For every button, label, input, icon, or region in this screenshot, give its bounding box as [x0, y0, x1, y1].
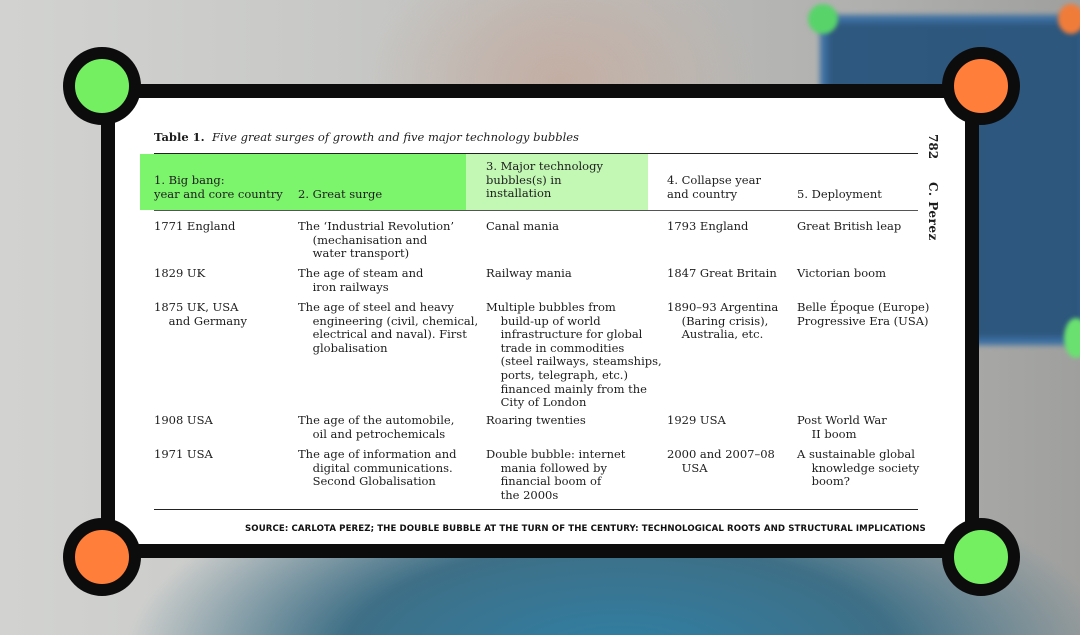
handle-top-left[interactable] [63, 47, 141, 125]
bottom-rule [154, 509, 918, 510]
column-header-4: 4. Collapse year and country [667, 173, 761, 201]
table-cell-r5-c4: 2000 and 2007–08 USA [667, 447, 775, 475]
table-caption-text: Five great surges of growth and five major technology bubbles [211, 130, 579, 144]
column-header-2: 2. Great surge [298, 187, 383, 201]
table-cell-r3-c2: The age of steel and heavy engineering (civil, chemical, electrical and naval). First globalisation [298, 300, 479, 355]
table-cell-r5-c5: A sustainable global knowledge society boom? [797, 447, 920, 489]
table-cell-r3-c4: 1890–93 Argentina (Baring crisis), Australia, etc. [667, 300, 779, 342]
table-cell-r2-c5: Victorian boom [797, 266, 886, 280]
table-cell-r3-c3: Multiple bubbles from build-up of world infrastructure for global trade in commodities (steel railways, steamships, ports, telegraph, etc.) financed mainly from the City of London [486, 300, 662, 410]
column-header-1: 1. Big bang: year and core country [154, 173, 283, 201]
table-cell-r4-c2: The age of the automobile, oil and petrochemicals [298, 413, 455, 441]
table-cell-r1-c2: The ‘Industrial Revolution’ (mechanisation and water transport) [298, 219, 455, 261]
table-cell-r5-c1: 1971 USA [154, 447, 213, 461]
table-cell-r4-c1: 1908 USA [154, 413, 213, 427]
table-cell-r4-c5: Post World War II boom [797, 413, 887, 441]
handle-bottom-left[interactable] [63, 518, 141, 596]
table-cell-r2-c4: 1847 Great Britain [667, 266, 777, 280]
table-cell-r3-c1: 1875 UK, USA and Germany [154, 300, 248, 328]
background-green-dot-right [1064, 318, 1080, 358]
table-cell-r4-c3: Roaring twenties [486, 413, 586, 427]
table-cell-r2-c3: Railway mania [486, 266, 572, 280]
column-header-3: 3. Major technology bubbles(s) in installation [486, 159, 603, 201]
table-cell-r2-c2: The age of steam and iron railways [298, 266, 424, 294]
table-cell-r1-c1: 1771 England [154, 219, 236, 233]
handle-top-right[interactable] [942, 47, 1020, 125]
page-number: 782 [926, 134, 940, 160]
top-rule [154, 153, 918, 154]
table-cell-r5-c3: Double bubble: internet mania followed by financial boom of the 2000s [486, 447, 626, 502]
table-cell-r1-c5: Great British leap [797, 219, 902, 233]
source-caption: SOURCE: CARLOTA PEREZ; THE DOUBLE BUBBLE AT THE TURN OF THE CENTURY: TECHNOLOGICAL ROOTS AND STRUCTURAL IMPLICATIONS [245, 524, 926, 534]
table-cell-r1-c3: Canal mania [486, 219, 559, 233]
table-cell-r3-c5: Belle Époque (Europe) Progressive Era (USA) [797, 300, 930, 328]
table-caption [154, 130, 579, 144]
background-orange-dot [1058, 4, 1080, 34]
column-header-5: 5. Deployment [797, 187, 882, 201]
table-cell-r4-c4: 1929 USA [667, 413, 726, 427]
table-cell-r1-c4: 1793 England [667, 219, 749, 233]
document-page [140, 98, 950, 538]
table-cell-r5-c2: The age of information and digital communications. Second Globalisation [298, 447, 457, 489]
table-caption-label: Table 1. [154, 130, 205, 144]
background-green-dot [808, 4, 838, 34]
handle-bottom-right[interactable] [942, 518, 1020, 596]
table-cell-r2-c1: 1829 UK [154, 266, 206, 280]
author-running-head: C. Perez [926, 182, 940, 241]
header-rule [154, 210, 918, 211]
